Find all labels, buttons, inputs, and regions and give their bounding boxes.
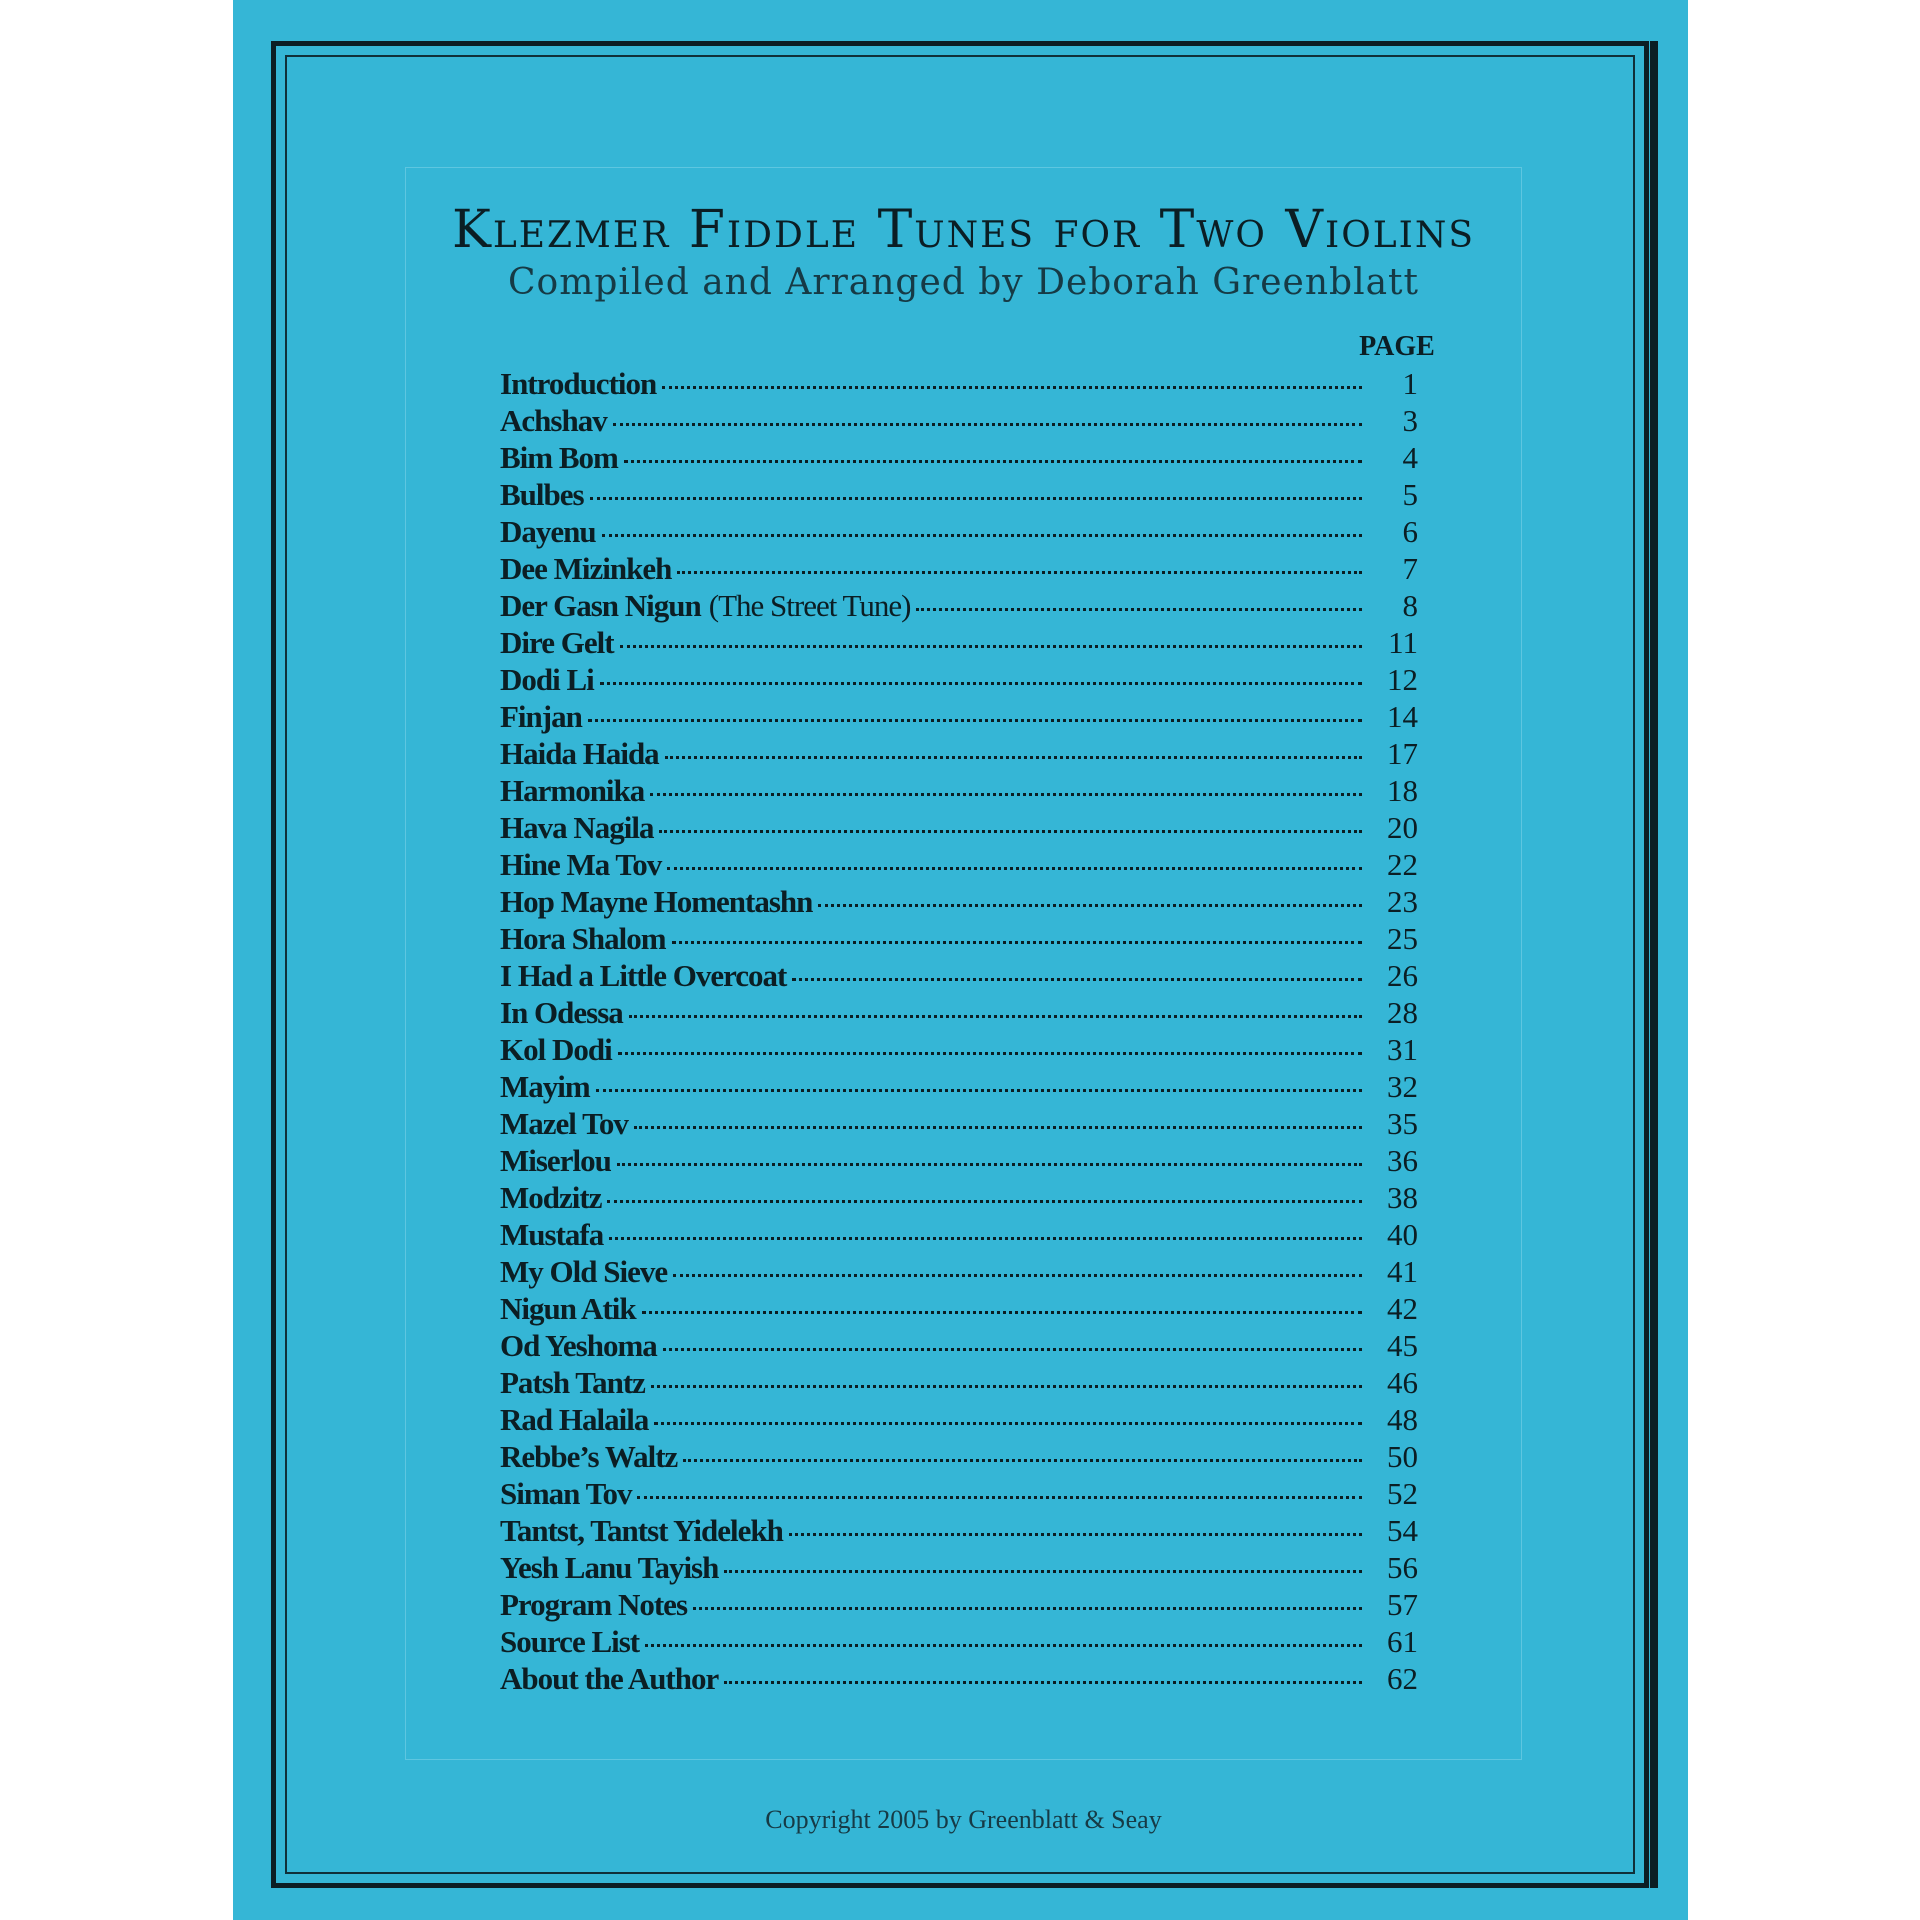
toc-entry-title: Kol Dodi bbox=[500, 1032, 612, 1067]
toc-entry bbox=[500, 366, 1418, 403]
toc-entry-page-number: 35 bbox=[1387, 1106, 1418, 1141]
toc-entry-page-number: 41 bbox=[1387, 1254, 1418, 1289]
toc-entry-title: Finjan bbox=[500, 699, 582, 734]
toc-entry-page-number: 12 bbox=[1387, 662, 1418, 697]
dot-leader bbox=[665, 756, 1362, 759]
toc-entry-title: Achshav bbox=[500, 403, 607, 438]
toc-entry bbox=[500, 1254, 1418, 1291]
dot-leader bbox=[672, 941, 1362, 944]
toc-entry-page-number: 25 bbox=[1387, 921, 1418, 956]
dot-leader bbox=[624, 460, 1362, 463]
toc-entry-page-number: 23 bbox=[1387, 884, 1418, 919]
toc-entry bbox=[500, 588, 1418, 625]
toc-entry-page-number: 22 bbox=[1387, 847, 1418, 882]
toc-entry-page-number: 42 bbox=[1387, 1291, 1418, 1326]
dot-leader bbox=[609, 1237, 1362, 1240]
toc-entry bbox=[500, 1587, 1418, 1624]
toc-entry-title: Bulbes bbox=[500, 477, 584, 512]
dot-leader bbox=[637, 1496, 1362, 1499]
toc-entry-page-number: 14 bbox=[1387, 699, 1418, 734]
toc-entry-title: Siman Tov bbox=[500, 1476, 632, 1511]
toc-entry-title: Hora Shalom bbox=[500, 921, 666, 956]
toc-entry-title: Tantst, Tantst Yidelekh bbox=[500, 1513, 783, 1548]
dot-leader bbox=[683, 1459, 1362, 1462]
toc-entry-page-number: 40 bbox=[1387, 1217, 1418, 1252]
toc-entry-title: Rebbe’s Waltz bbox=[500, 1439, 678, 1474]
toc-entry bbox=[500, 1550, 1418, 1587]
toc-entry-page-number: 56 bbox=[1387, 1550, 1418, 1585]
toc-entry bbox=[500, 773, 1418, 810]
dot-leader bbox=[600, 682, 1362, 685]
dot-leader bbox=[673, 1274, 1362, 1277]
toc-entry-title: Mayim bbox=[500, 1069, 590, 1104]
toc-entry-title: Dodi Li bbox=[500, 662, 594, 697]
toc-entry-page-number: 8 bbox=[1402, 588, 1418, 623]
toc-entry-title: Source List bbox=[500, 1624, 640, 1659]
toc-entry bbox=[500, 1439, 1418, 1476]
toc-entry-page-number: 62 bbox=[1387, 1661, 1418, 1696]
toc-entry-page-number: 54 bbox=[1387, 1513, 1418, 1548]
dot-leader bbox=[590, 497, 1362, 500]
toc-entry bbox=[500, 1143, 1418, 1180]
toc-entry bbox=[500, 995, 1418, 1032]
toc-entry-page-number: 7 bbox=[1402, 551, 1418, 586]
toc-entry bbox=[500, 1291, 1418, 1328]
toc-entry-page-number: 52 bbox=[1387, 1476, 1418, 1511]
toc-entry bbox=[500, 736, 1418, 773]
dot-leader bbox=[650, 793, 1362, 796]
toc-entry-title: Dire Gelt bbox=[500, 625, 614, 660]
dot-leader bbox=[642, 1311, 1362, 1314]
toc-entry-title: Hine Ma Tov bbox=[500, 847, 662, 882]
toc-entry bbox=[500, 1328, 1418, 1365]
toc-entry-title: Hop Mayne Homentashn bbox=[500, 884, 813, 919]
toc-entry-title: Yesh Lanu Tayish bbox=[500, 1550, 719, 1585]
toc-entry-title: Dee Mizinkeh bbox=[500, 551, 672, 586]
toc-entry-subtitle: (The Street Tune) bbox=[708, 588, 911, 623]
dot-leader bbox=[617, 1163, 1362, 1166]
dot-leader bbox=[602, 534, 1362, 537]
toc-entry bbox=[500, 1180, 1418, 1217]
toc-entry bbox=[500, 440, 1418, 477]
toc-entry bbox=[500, 1032, 1418, 1069]
toc-entry-page-number: 1 bbox=[1402, 366, 1418, 401]
toc-entry bbox=[500, 625, 1418, 662]
toc-entry bbox=[500, 921, 1418, 958]
dot-leader bbox=[620, 645, 1362, 648]
toc-entry-page-number: 32 bbox=[1387, 1069, 1418, 1104]
toc-entry-title: Hava Nagila bbox=[500, 810, 654, 845]
toc-entry-page-number: 17 bbox=[1387, 736, 1418, 771]
toc-entry-title: Modzitz bbox=[500, 1180, 602, 1215]
toc-entry-title: Patsh Tantz bbox=[500, 1365, 645, 1400]
dot-leader bbox=[618, 1052, 1362, 1055]
toc-entry bbox=[500, 958, 1418, 995]
toc-entry bbox=[500, 1365, 1418, 1402]
dot-leader bbox=[613, 423, 1362, 426]
dot-leader bbox=[651, 1385, 1362, 1388]
toc-entry bbox=[500, 1476, 1418, 1513]
toc-entry bbox=[500, 810, 1418, 847]
toc-entry-page-number: 61 bbox=[1387, 1624, 1418, 1659]
dot-leader bbox=[818, 904, 1362, 907]
toc-entry-page-number: 3 bbox=[1402, 403, 1418, 438]
dot-leader bbox=[607, 1200, 1362, 1203]
dot-leader bbox=[629, 1015, 1362, 1018]
dot-leader bbox=[693, 1607, 1362, 1610]
toc-entry-page-number: 4 bbox=[1402, 440, 1418, 475]
toc-entry-title: Mazel Tov bbox=[500, 1106, 628, 1141]
toc-entry-page-number: 48 bbox=[1387, 1402, 1418, 1437]
toc-entry-title: Dayenu bbox=[500, 514, 596, 549]
dot-leader bbox=[588, 719, 1362, 722]
toc-entry-title: Introduction bbox=[500, 366, 657, 401]
toc-entry-page-number: 28 bbox=[1387, 995, 1418, 1030]
page-title: Klezmer Fiddle Tunes for Two Violins bbox=[452, 200, 1475, 260]
dot-leader bbox=[634, 1126, 1362, 1129]
outer-border-right-edge bbox=[1650, 41, 1658, 1888]
toc-entry-title: Miserlou bbox=[500, 1143, 611, 1178]
toc-entry-page-number: 46 bbox=[1387, 1365, 1418, 1400]
table-of-contents bbox=[500, 366, 1418, 1698]
toc-entry-title: About the Author bbox=[500, 1661, 719, 1696]
toc-entry bbox=[500, 1402, 1418, 1439]
dot-leader bbox=[677, 571, 1362, 574]
toc-entry-title: Haida Haida bbox=[500, 736, 659, 771]
toc-entry-page-number: 20 bbox=[1387, 810, 1418, 845]
page-subtitle: Compiled and Arranged by Deborah Greenblatt bbox=[508, 262, 1419, 303]
dot-leader bbox=[645, 1644, 1362, 1647]
toc-entry-title: My Old Sieve bbox=[500, 1254, 668, 1289]
toc-entry-title: I Had a Little Overcoat bbox=[500, 958, 787, 993]
toc-entry-title: Program Notes bbox=[500, 1587, 688, 1622]
toc-entry-page-number: 45 bbox=[1387, 1328, 1418, 1363]
dot-leader bbox=[596, 1089, 1362, 1092]
page-column-heading: PAGE bbox=[1359, 331, 1435, 362]
toc-entry-title: Mustafa bbox=[500, 1217, 604, 1252]
toc-entry-page-number: 18 bbox=[1387, 773, 1418, 808]
dot-leader bbox=[662, 386, 1362, 389]
toc-entry-page-number: 38 bbox=[1387, 1180, 1418, 1215]
toc-entry-title: Der Gasn Nigun bbox=[500, 588, 701, 623]
toc-entry-title: Harmonika bbox=[500, 773, 645, 808]
toc-entry-page-number: 36 bbox=[1387, 1143, 1418, 1178]
dot-leader bbox=[724, 1570, 1362, 1573]
toc-entry-page-number: 26 bbox=[1387, 958, 1418, 993]
toc-entry bbox=[500, 699, 1418, 736]
dot-leader bbox=[724, 1681, 1362, 1684]
toc-entry-title: Bim Bom bbox=[500, 440, 618, 475]
toc-entry bbox=[500, 1069, 1418, 1106]
dot-leader bbox=[916, 608, 1362, 611]
toc-entry bbox=[500, 403, 1418, 440]
toc-entry bbox=[500, 1106, 1418, 1143]
toc-entry-title: Rad Halaila bbox=[500, 1402, 649, 1437]
toc-entry bbox=[500, 1217, 1418, 1254]
dot-leader bbox=[667, 867, 1362, 870]
toc-entry-page-number: 50 bbox=[1387, 1439, 1418, 1474]
toc-entry-title: Od Yeshoma bbox=[500, 1328, 657, 1363]
toc-entry bbox=[500, 514, 1418, 551]
toc-entry bbox=[500, 884, 1418, 921]
toc-entry-page-number: 57 bbox=[1387, 1587, 1418, 1622]
toc-entry bbox=[500, 1661, 1418, 1698]
toc-entry-page-number: 5 bbox=[1402, 477, 1418, 512]
dot-leader bbox=[792, 978, 1362, 981]
dot-leader bbox=[659, 830, 1362, 833]
toc-entry bbox=[500, 662, 1418, 699]
dot-leader bbox=[663, 1348, 1362, 1351]
toc-entry bbox=[500, 551, 1418, 588]
dot-leader bbox=[789, 1533, 1362, 1536]
toc-entry bbox=[500, 847, 1418, 884]
toc-entry-page-number: 6 bbox=[1402, 514, 1418, 549]
copyright-notice: Copyright 2005 by Greenblatt & Seay bbox=[765, 1805, 1162, 1834]
toc-entry-page-number: 11 bbox=[1388, 625, 1418, 660]
toc-entry-page-number: 31 bbox=[1387, 1032, 1418, 1067]
toc-entry bbox=[500, 477, 1418, 514]
toc-entry bbox=[500, 1624, 1418, 1661]
dot-leader bbox=[654, 1422, 1362, 1425]
toc-entry bbox=[500, 1513, 1418, 1550]
toc-entry-title: Nigun Atik bbox=[500, 1291, 636, 1326]
toc-entry-title: In Odessa bbox=[500, 995, 623, 1030]
